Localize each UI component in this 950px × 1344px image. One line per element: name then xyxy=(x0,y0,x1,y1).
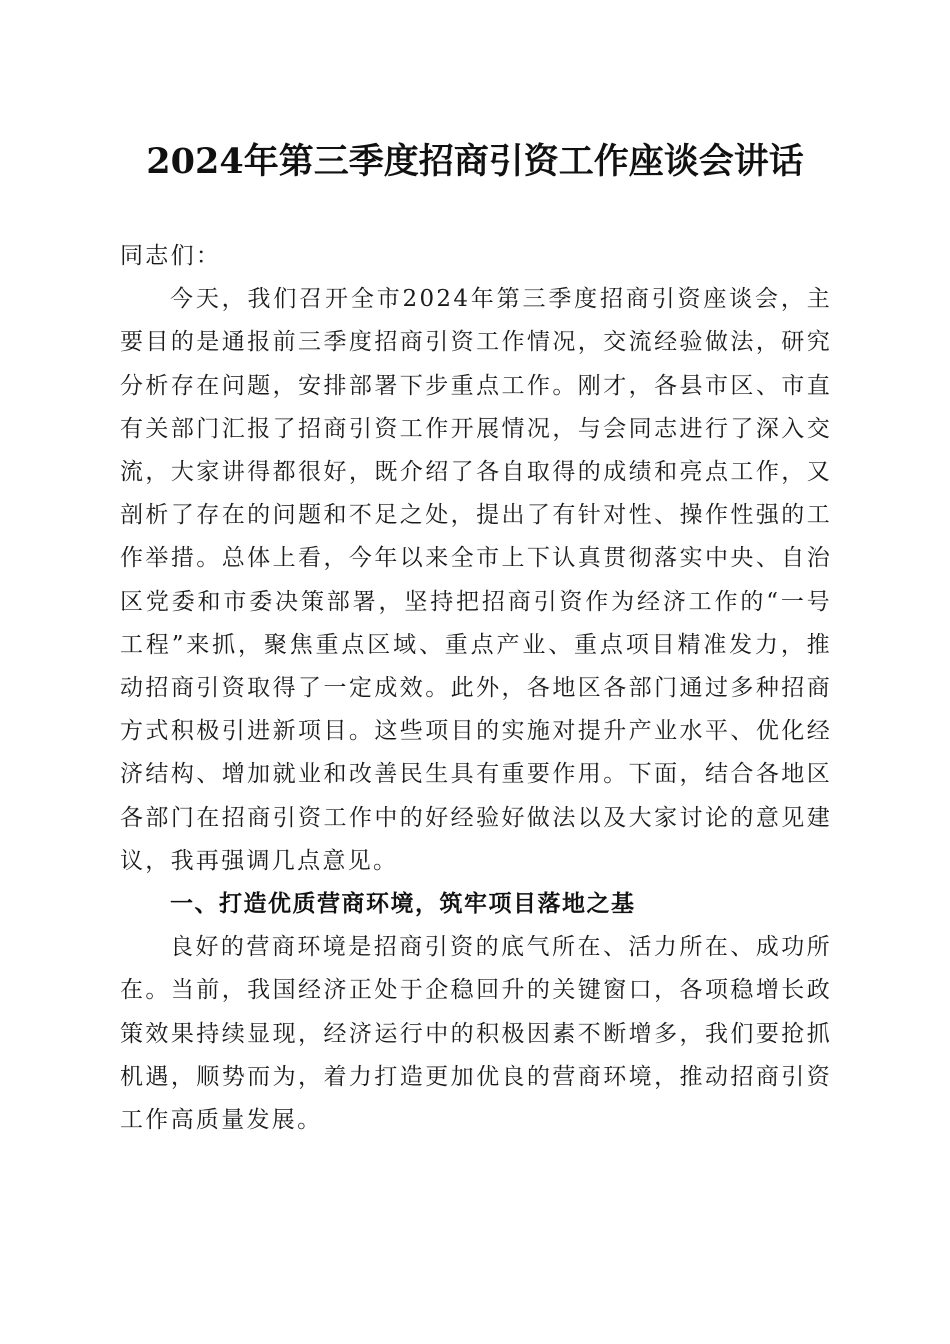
document-title: 2024年第三季度招商引资工作座谈会讲话 xyxy=(146,141,804,182)
section-heading: 一、打造优质营商环境，筑牢项目落地之基 xyxy=(170,891,636,918)
section-paragraph: 良好的营商环境是招商引资的底气所在、活力所在、成功所在。当前，我国经济正处于企稳回升的关键窗口，各项稳增长政策效果持续显现，经济运行中的积极因素不断增多，我们要抢抓机遇，顺势而为，着力打造更加优良的营商环境，推动招商引资工作高质量发展。 xyxy=(120,934,832,1134)
intro-paragraph: 今天，我们召开全市2024年第三季度招商引资座谈会，主要目的是通报前三季度招商引资工作情况，交流经验做法，研究分析存在问题，安排部署下步重点工作。刚才，各县市区、市直有关部门汇报了招商引资工作开展情况，与会同志进行了深入交流，大家讲得都很好，既介绍了各自取得的成绩和亮点工作，又剖析了存在的问题和不足之处，提出了有针对性、操作性强的工作举措。总体上看，今年以来全市上下认真贯彻落实中央、自治区党委和市委决策部署，坚持把招商引资作为经济工作的“一号工程”来抓，聚焦重点区域、重点产业、重点项目精准发力，推动招商引资取得了一定成效。此外，各地区各部门通过多种招商方式积极引进新项目。这些项目的实施对提升产业水平、优化经济结构、增加就业和改善民生具有重要作用。下面，结合各地区各部门在招商引资工作中的好经验好做法以及大家讨论的意见建议，我再强调几点意见。 xyxy=(120,286,832,874)
salutation: 同志们： xyxy=(120,243,222,269)
document-body xyxy=(120,235,832,1142)
